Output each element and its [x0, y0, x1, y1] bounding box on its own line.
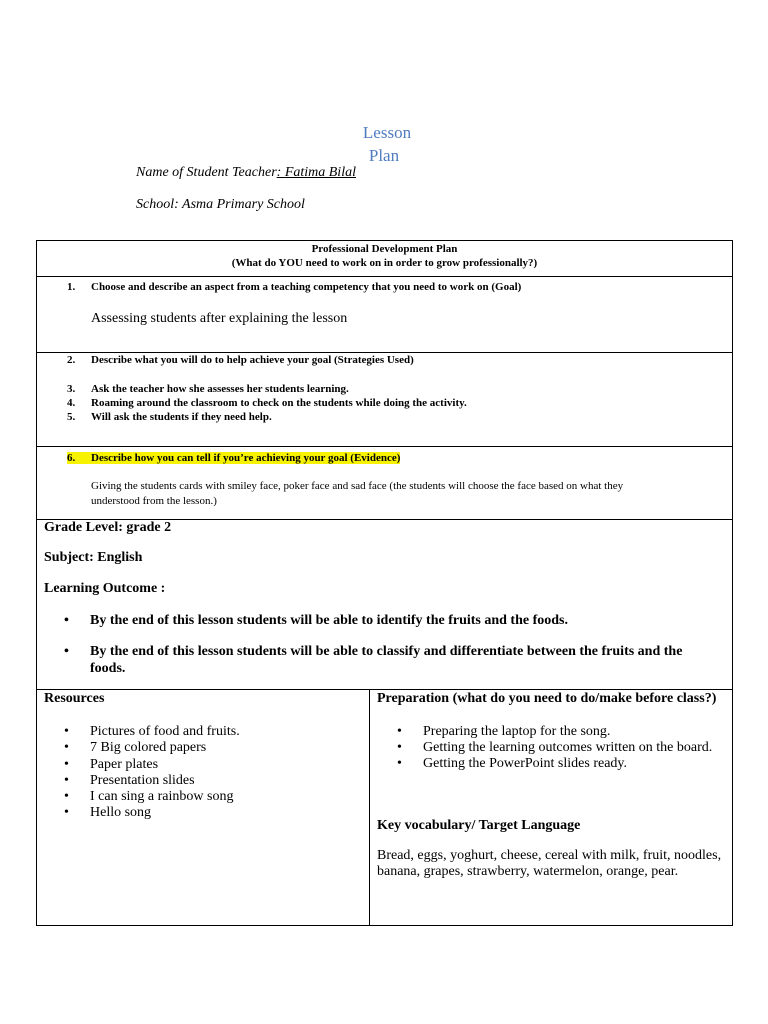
learning-outcome-label: Learning Outcome :: [44, 581, 166, 596]
list-item: [64, 740, 240, 756]
student-teacher-line: [136, 165, 356, 181]
bullet: •: [64, 756, 69, 772]
title-line-2: Plan: [368, 146, 400, 165]
evidence-answer-line-2: understood from the lesson.): [91, 495, 217, 507]
list-item: [64, 724, 240, 740]
bullet: •: [64, 724, 69, 739]
goal-number: 1.: [67, 281, 76, 293]
lesson-info-cell: [36, 519, 733, 690]
resources-heading: Resources: [44, 691, 105, 706]
strategies-number: 2.: [67, 354, 76, 366]
bullet: •: [64, 789, 69, 805]
resource-text: 7 Big colored papers: [90, 740, 207, 756]
teacher-name: Fatima Bilal: [284, 165, 356, 180]
list-item: [64, 805, 240, 821]
strategy-text: Will ask the students if they need help.: [91, 411, 272, 423]
goal-prompt-text: Choose and describe an aspect from a teaching competency that you need to work on (Goal): [91, 281, 522, 293]
evidence-answer-line-1: Giving the students cards with smiley face, poker face and sad face (the students will choose the face based on what they: [91, 480, 624, 492]
outcome-text: By the end of this lesson students will be able to classify and differentiate between the fruits and the foods.: [90, 644, 683, 676]
school-line: School: Asma Primary School: [136, 197, 305, 212]
goal-cell: [36, 276, 733, 353]
bullet: •: [64, 805, 69, 821]
strategy-number: 3.: [67, 383, 76, 395]
evidence-prompt-text: Describe how you can tell if you’re achieving your goal (Evidence): [91, 452, 401, 464]
resource-text: I can sing a rainbow song: [90, 789, 234, 805]
resource-text: Hello song: [90, 805, 152, 821]
pdp-heading: Professional Development Plan: [311, 243, 458, 255]
evidence-answer: [91, 479, 721, 509]
strategy-item: [67, 382, 349, 396]
bullet: •: [64, 772, 69, 788]
bullet: •: [64, 613, 69, 628]
strategies-prompt: [67, 353, 414, 367]
resource-text: Pictures of food and fruits.: [90, 724, 240, 739]
preparation-list: [397, 724, 712, 772]
bullet: •: [397, 724, 402, 739]
goal-answer: Assessing students after explaining the lesson: [91, 311, 348, 326]
preparation-heading: Preparation (what do you need to do/make before class?): [377, 691, 717, 706]
pdp-subheading: (What do YOU need to work on in order to grow professionally?): [231, 257, 538, 269]
strategy-number: 5.: [67, 411, 76, 423]
key-vocabulary-text: Bread, eggs, yoghurt, cheese, cereal with milk, fruit, noodles, banana, grapes, strawberry, watermelon, orange, pear.: [377, 848, 722, 879]
strategy-item: [67, 396, 467, 410]
resources-cell: [36, 689, 370, 926]
resource-text: Presentation slides: [90, 772, 195, 788]
grade-level: Grade Level: grade 2: [44, 520, 172, 535]
teacher-label: Name of Student Teacher: [136, 165, 277, 180]
bullet: •: [397, 756, 402, 771]
strategies-cell: [36, 352, 733, 447]
goal-prompt: [67, 280, 521, 294]
list-item: [64, 789, 240, 805]
list-item: [397, 724, 712, 740]
resource-text: Paper plates: [90, 756, 159, 772]
evidence-prompt: [67, 451, 400, 465]
key-vocabulary-heading: Key vocabulary/ Target Language: [377, 818, 581, 833]
evidence-cell: [36, 446, 733, 520]
strategy-text: Ask the teacher how she assesses her students learning.: [91, 383, 349, 395]
bullet: •: [397, 740, 402, 755]
list-item: [64, 757, 240, 773]
pdp-header-cell: [36, 240, 733, 277]
outcome-text: By the end of this lesson students will be able to identify the fruits and the foods.: [90, 613, 568, 628]
list-item: [397, 756, 712, 772]
preparation-text: Getting the learning outcomes written on the board.: [423, 740, 713, 755]
bullet: •: [64, 644, 69, 659]
resources-list: [64, 724, 240, 822]
evidence-number: 6.: [67, 452, 76, 464]
preparation-text: Getting the PowerPoint slides ready.: [423, 756, 628, 771]
subject: Subject: English: [44, 550, 143, 565]
preparation-text: Preparing the laptop for the song.: [423, 724, 611, 739]
strategy-number: 4.: [67, 397, 76, 409]
list-item: [397, 740, 712, 756]
preparation-cell: [369, 689, 733, 926]
strategies-prompt-text: Describe what you will do to help achieve your goal (Strategies Used): [91, 354, 414, 366]
teacher-separator: :: [276, 165, 285, 180]
bullet: •: [64, 740, 69, 756]
list-item: [64, 773, 240, 789]
strategy-text: Roaming around the classroom to check on the students while doing the activity.: [91, 397, 467, 409]
strategy-item: [67, 410, 272, 424]
title-line-1: Lesson: [362, 123, 412, 142]
